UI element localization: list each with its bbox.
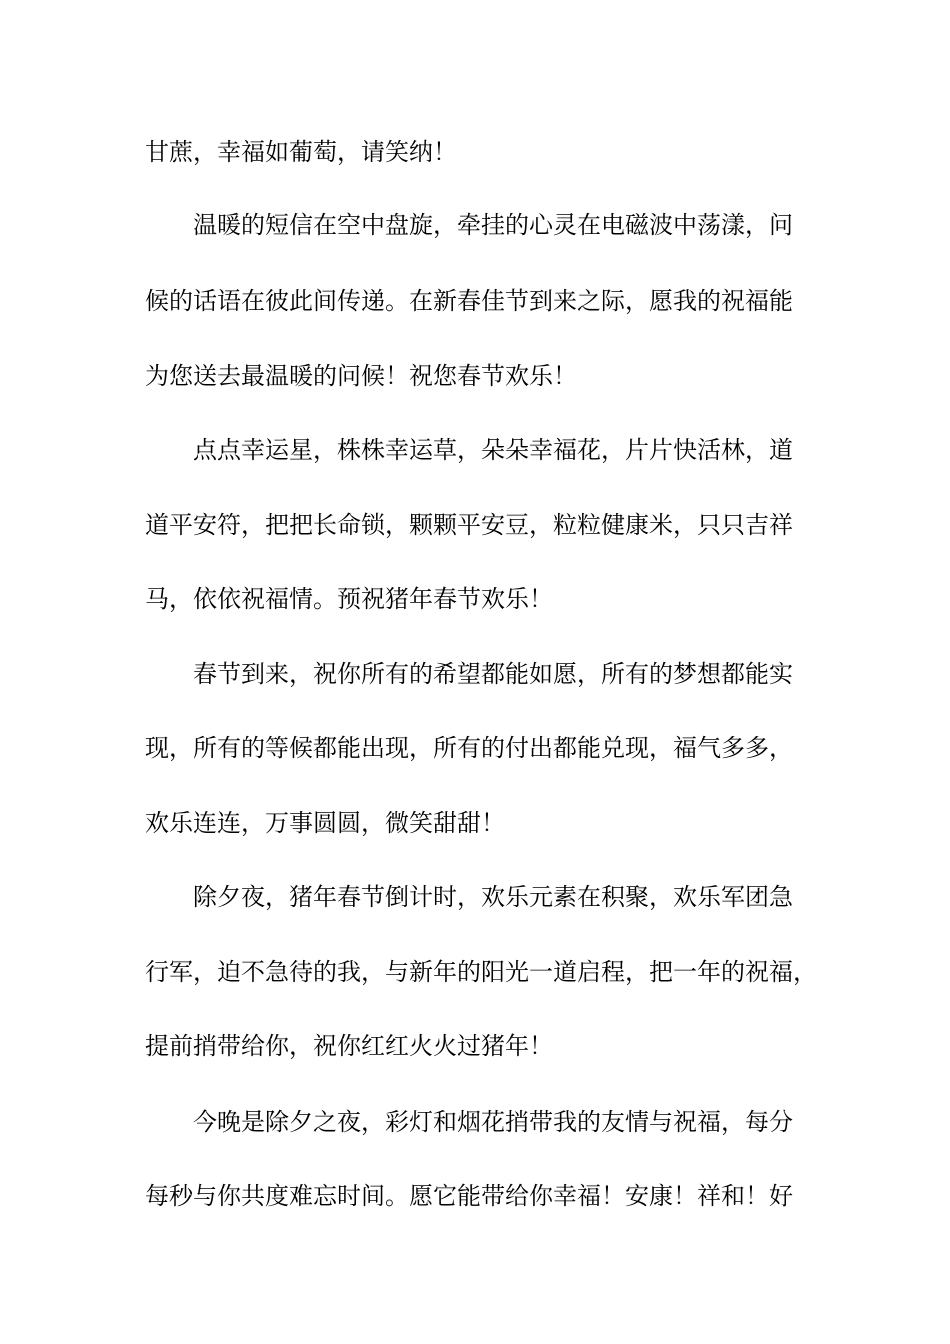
text-line: 现，所有的等候都能出现，所有的付出都能兑现，福气多多， (145, 734, 793, 762)
text-line: 道平安符，把把长命锁，颗颗平安豆，粒粒健康米，只只吉祥 (145, 511, 793, 539)
paragraph-first-line: 温暖的短信在空中盘旋，牵挂的心灵在电磁波中荡漾，问 (193, 211, 793, 239)
paragraph-first-line: 春节到来，祝你所有的希望都能如愿，所有的梦想都能实 (193, 660, 793, 688)
paragraph-first-line: 除夕夜，猪年春节倒计时，欢乐元素在积聚，欢乐军团急 (193, 883, 793, 911)
text-line: 马，依依祝福情。预祝猪年春节欢乐！ (145, 585, 553, 613)
text-line: 为您送去最温暖的问候！祝您春节欢乐！ (145, 362, 577, 390)
paragraph-first-line: 今晚是除夕之夜，彩灯和烟花捎带我的友情与祝福，每分 (193, 1108, 793, 1136)
text-line: 行军，迫不急待的我，与新年的阳光一道启程，把一年的祝福， (145, 958, 817, 986)
text-line: 候的话语在彼此间传递。在新春佳节到来之际，愿我的祝福能 (145, 287, 793, 315)
paragraph-first-line: 点点幸运星，株株幸运草，朵朵幸福花，片片快活林，道 (193, 436, 793, 464)
text-line: 提前捎带给你，祝你红红火火过猪年！ (145, 1032, 553, 1060)
text-line: 欢乐连连，万事圆圆，微笑甜甜！ (145, 809, 505, 837)
text-line: 每秒与你共度难忘时间。愿它能带给你幸福！安康！祥和！好 (145, 1182, 793, 1210)
text-line: 甘蔗，幸福如葡萄，请笑纳！ (145, 138, 457, 166)
